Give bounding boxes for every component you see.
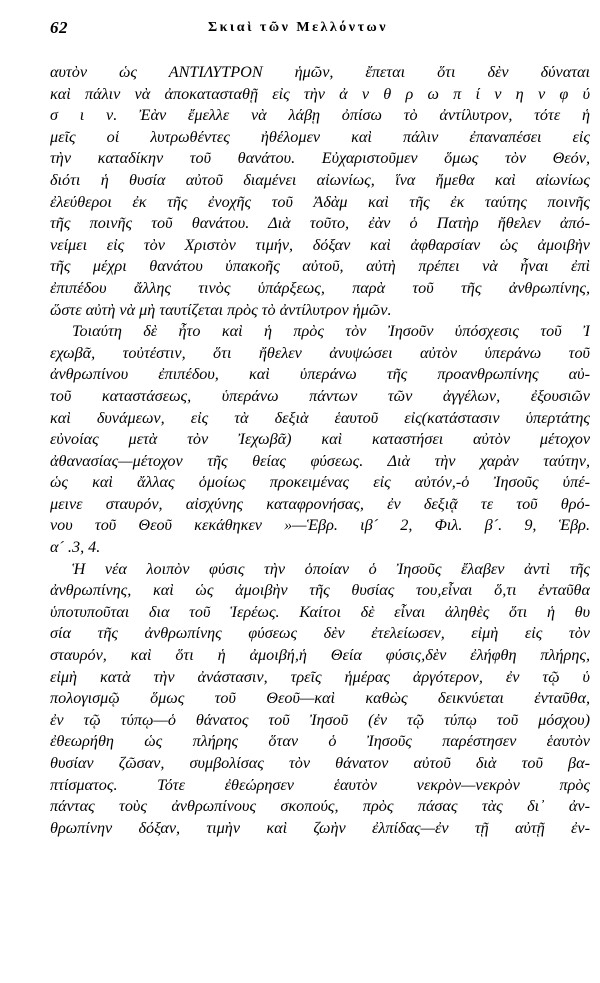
text-line: νείμει εἰς τὸν Χριστὸν τιμήν, δόξαν καὶ ἀφθαρσίαν ὡς ἀμοιβὴν xyxy=(50,235,590,254)
text-line: τῆς μέχρι θανάτου ὑπακοῆς αὐτοῦ, αὐτὴ πρέπει νὰ ἦναι ἐπὶ xyxy=(50,257,590,276)
text-line: εχωβᾶ, τοὐτέστιν, ὅτι ἤθελεν ἀνυψώσει αὐτὸν ὑπεράνω τοῦ xyxy=(50,343,590,362)
text-line: εὐνοίας μετὰ τὸν Ἰεχωβᾶ) καὶ καταστήσει αὐτὸν μέτοχον xyxy=(50,430,590,449)
text-line: αυτὸν ὡς ΑΝΤΙΛΥΤΡΟΝ ἡμῶν, ἔπεται ὅτι δὲν δύναται xyxy=(50,63,590,81)
text-line: ἐλεύθεροι ἐκ τῆς ἐνοχῆς τοῦ Ἀδὰμ καὶ τῆς ἐκ ταύτης ποινῆς xyxy=(50,192,590,211)
body-text xyxy=(50,62,590,839)
text-line: θυσίαν ζῶσαν, συμβολίσας τὸν θάνατον αὐτοῦ διὰ τοῦ βα- xyxy=(50,754,590,772)
text-line: διότι ἡ θυσία αὐτοῦ διαμένει αἰωνίως, ἵνα ἤμεθα καὶ αἰωνίως xyxy=(50,170,590,189)
text-line: τοῦ καταστάσεως, ὑπεράνω πάντων τῶν ἀγγέλων, ἐξουσιῶν xyxy=(50,386,590,405)
text-line: ἐθεωρήθη ὡς πλήρης ὅταν ὁ Ἰησοῦς παρέστησεν ἑαυτὸν xyxy=(50,732,590,751)
text-line: σία τῆς ἀνθρωπίνης φύσεως δὲν ἐτελείωσεν, εἰμὴ εἰς τὸν xyxy=(50,624,590,643)
text-line: μεῖς οἱ λυτρωθέντες ἠθέλομεν καὶ πάλιν ἐπαναπέσει εἰς xyxy=(50,127,590,146)
text-line: ὑποτυποῦται δια τοῦ Ἱερέως. Καίτοι δὲ εἶναι ἀληθὲς ὅτι ἡ θυ xyxy=(50,602,590,621)
paragraph xyxy=(50,321,590,559)
book-title: Σκιαὶ τῶν Μελλόντων xyxy=(208,20,389,35)
text-line: ὥστε αὐτὴ νὰ μὴ ταυτίζεται πρὸς τὸ ἀντίλυτρον ἡμῶν. xyxy=(50,300,392,319)
running-head xyxy=(50,18,586,42)
text-line: πτίσματος. Τότε ἐθεώρησεν ἑαυτὸν νεκρὸν—νεκρὸν πρὸς xyxy=(50,775,590,794)
text-line: καὶ πάλιν νὰ ἀποκατασταθῇ εἰς τὴν ἀ ν θ ρ ω π ί ν η ν φ ύ xyxy=(50,84,590,103)
text-line: νου τοῦ Θεοῦ κεκάθηκεν »—Ἑβρ. ιβ´ 2, Φιλ. β´. 9, Ἑβρ. xyxy=(50,516,590,535)
text-line: καὶ δυνάμεων, εἰς τὰ δεξιὰ ἑαυτοῦ εἰς(κατάστασιν ὑπερτάτης xyxy=(50,408,590,427)
text-line: ὡς καὶ ἄλλας ὁμοίως προκειμένας εἰς αὐτόν,-ὁ Ἰησοῦς ὑπέ- xyxy=(50,473,590,492)
text-line: ἐπιπέδου ἄλλης τινὸς ὑπάρξεως, παρὰ τοῦ τῆς ἀνθρωπίνης, xyxy=(50,278,590,297)
text-line: ἀνθρωπίνου ἐπιπέδου, καὶ ὑπεράνω τῆς προανθρωπίνης αὐ- xyxy=(50,365,590,384)
text-line: ἀθανασίας—μέτοχον τῆς θείας φύσεως. Διὰ τὴν χαρὰν ταύτην, xyxy=(50,451,590,470)
text-line: εἰμὴ κατὰ τὴν ἀνάστασιν, τρεῖς ἡμέρας ἀργότερον, ἐν τῷ ὑ xyxy=(50,667,590,686)
text-line: ἀνθρωπίνης, καὶ ὡς ἀμοιβὴν τῆς θυσίας του,εἶναι ὅ,τι ἐνταῦθα xyxy=(50,581,590,600)
text-line: τῆς ποινῆς τοῦ θανάτου. Διὰ τοῦτο, ἐὰν ὁ Πατὴρ ἤθελεν ἀπό- xyxy=(50,214,590,233)
text-line: τὴν καταδίκην τοῦ θανάτου. Εὐχαριστοῦμεν ὅμως τὸν Θεόν, xyxy=(50,149,590,168)
paragraph xyxy=(50,62,590,321)
text-line: θρωπίνην δόξαν, τιμὴν καὶ ζωὴν ἐλπίδας—ἐν τῇ αὐτῇ ἐν- xyxy=(50,818,590,837)
paragraph xyxy=(50,559,590,840)
text-line: σ ι ν. Ἐὰν ἔμελλε νὰ λάβῃ ὀπίσω τὸ ἀντίλυτρον, τότε ἡ xyxy=(50,106,590,125)
text-line: Ἡ νέα λοιπὸν φύσις τὴν ὁποίαν ὁ Ἰησοῦς ἔλαβεν ἀντὶ τῆς xyxy=(72,559,590,578)
text-line: ἐν τῷ τύπῳ—ὁ θάνατος τοῦ Ἰησοῦ (ἐν τῷ τύπῳ τοῦ μόσχου) xyxy=(50,710,590,729)
text-line: μεινε σταυρόν, αἰσχύνης καταφρονήσας, ἐν δεξιᾷ τε τοῦ θρό- xyxy=(50,494,590,513)
text-line: πάντας τοὺς ἀνθρωπίνους σκοπούς, πρὸς πάσας τὰς δι᾽ ἀν- xyxy=(50,797,590,816)
text-line: Τοιαύτη δὲ ἦτο καὶ ἡ πρὸς τὸν Ἰησοῦν ὑπόσχεσις τοῦ Ἰ xyxy=(72,322,590,341)
page-number: 62 xyxy=(50,18,68,37)
text-line: α´ .3, 4. xyxy=(50,538,101,557)
text-line: πολογισμῷ ὅμως τοῦ Θεοῦ—καὶ καθὼς δεικνύεται ἐνταῦθα, xyxy=(50,689,590,708)
text-line: σταυρόν, καὶ ὅτι ἡ ἀμοιβή,ἡ Θεία φύσις,δὲν ἐλήφθη πλήρης, xyxy=(50,646,590,665)
